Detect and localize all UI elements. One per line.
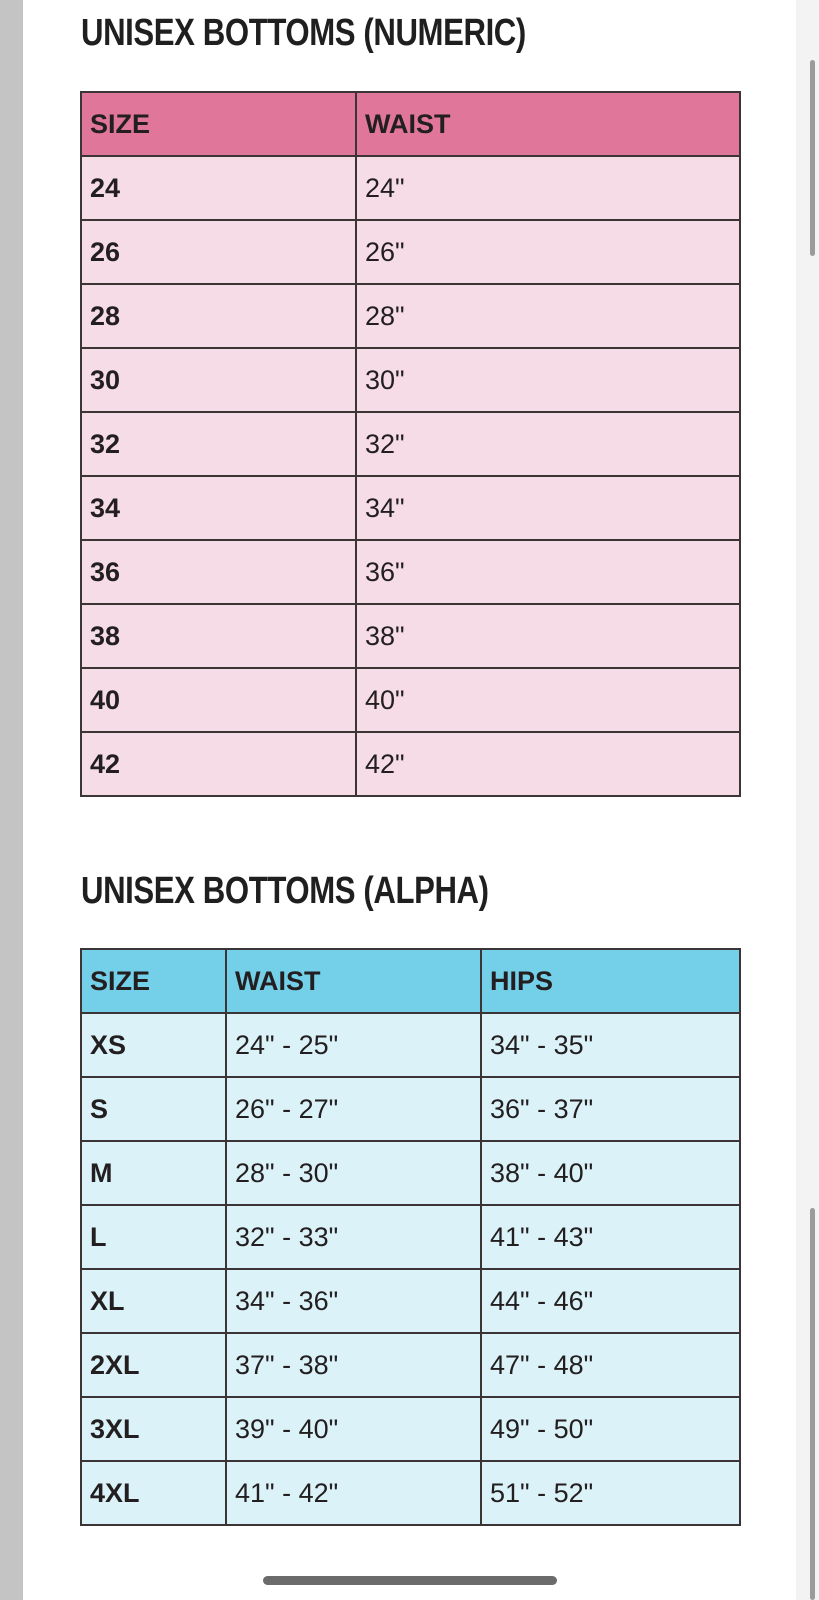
waist-cell: 37" - 38" (226, 1333, 481, 1397)
table-header-row (81, 92, 740, 156)
size-cell: 42 (81, 732, 356, 796)
table-row (81, 1333, 740, 1397)
table-row (81, 732, 740, 796)
waist-cell: 36" (356, 540, 740, 604)
hips-cell: 49" - 50" (481, 1397, 740, 1461)
size-cell: 2XL (81, 1333, 226, 1397)
size-cell: L (81, 1205, 226, 1269)
table-row (81, 1461, 740, 1525)
alpha-section-title: UNISEX BOTTOMS (ALPHA) (81, 870, 489, 912)
table-row (81, 284, 740, 348)
hips-cell: 51" - 52" (481, 1461, 740, 1525)
column-header-hips: HIPS (481, 949, 740, 1013)
table-row (81, 1013, 740, 1077)
table-row (81, 1397, 740, 1461)
scrollbar-thumb-secondary[interactable] (810, 1208, 815, 1600)
table-row (81, 220, 740, 284)
hips-cell: 41" - 43" (481, 1205, 740, 1269)
waist-cell: 34" (356, 476, 740, 540)
hips-cell: 44" - 46" (481, 1269, 740, 1333)
size-cell: 3XL (81, 1397, 226, 1461)
table-row (81, 604, 740, 668)
waist-cell: 26" - 27" (226, 1077, 481, 1141)
hips-cell: 38" - 40" (481, 1141, 740, 1205)
size-cell: 24 (81, 156, 356, 220)
home-indicator[interactable] (263, 1576, 557, 1585)
alpha-size-table (80, 948, 741, 1526)
table-row (81, 1141, 740, 1205)
size-cell: 32 (81, 412, 356, 476)
waist-cell: 24" - 25" (226, 1013, 481, 1077)
size-cell: 26 (81, 220, 356, 284)
hips-cell: 34" - 35" (481, 1013, 740, 1077)
size-cell: S (81, 1077, 226, 1141)
waist-cell: 34" - 36" (226, 1269, 481, 1333)
scrollbar-thumb[interactable] (810, 60, 815, 256)
size-cell: 38 (81, 604, 356, 668)
size-cell: 36 (81, 540, 356, 604)
table-row (81, 348, 740, 412)
waist-cell: 28" - 30" (226, 1141, 481, 1205)
waist-cell: 42" (356, 732, 740, 796)
table-header-row (81, 949, 740, 1013)
waist-cell: 24" (356, 156, 740, 220)
hips-cell: 36" - 37" (481, 1077, 740, 1141)
waist-cell: 26" (356, 220, 740, 284)
scrollbar-track[interactable] (796, 0, 819, 1600)
waist-cell: 32" - 33" (226, 1205, 481, 1269)
size-cell: 34 (81, 476, 356, 540)
size-cell: XS (81, 1013, 226, 1077)
waist-cell: 38" (356, 604, 740, 668)
size-cell: M (81, 1141, 226, 1205)
numeric-size-table (80, 91, 741, 797)
hips-cell: 47" - 48" (481, 1333, 740, 1397)
waist-cell: 41" - 42" (226, 1461, 481, 1525)
table-row (81, 476, 740, 540)
table-row (81, 156, 740, 220)
waist-cell: 40" (356, 668, 740, 732)
size-cell: 40 (81, 668, 356, 732)
size-cell: 28 (81, 284, 356, 348)
waist-cell: 30" (356, 348, 740, 412)
column-header-waist: WAIST (226, 949, 481, 1013)
size-cell: 30 (81, 348, 356, 412)
size-cell: XL (81, 1269, 226, 1333)
waist-cell: 39" - 40" (226, 1397, 481, 1461)
table-row (81, 668, 740, 732)
table-row (81, 1205, 740, 1269)
table-row (81, 540, 740, 604)
column-header-waist: WAIST (356, 92, 740, 156)
column-header-size: SIZE (81, 92, 356, 156)
waist-cell: 28" (356, 284, 740, 348)
size-cell: 4XL (81, 1461, 226, 1525)
waist-cell: 32" (356, 412, 740, 476)
column-header-size: SIZE (81, 949, 226, 1013)
table-row (81, 412, 740, 476)
table-row (81, 1269, 740, 1333)
numeric-section-title: UNISEX BOTTOMS (NUMERIC) (81, 12, 526, 54)
table-row (81, 1077, 740, 1141)
